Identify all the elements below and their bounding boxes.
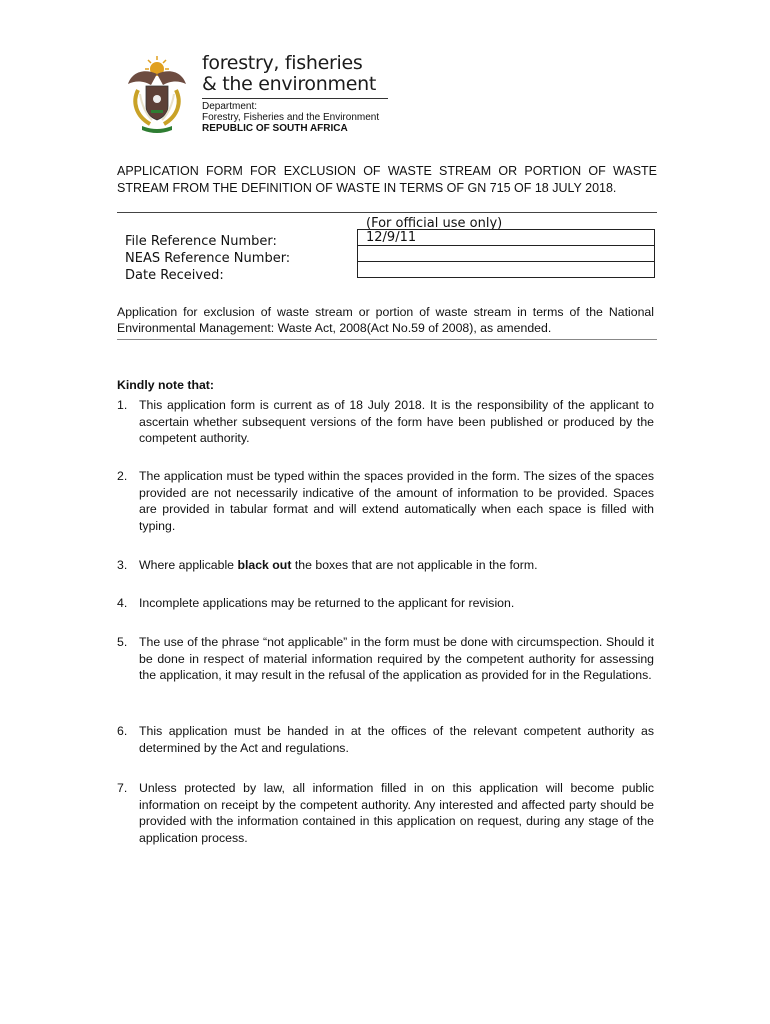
note-text-bold: black out <box>237 558 292 572</box>
date-received-label: Date Received: <box>125 268 224 283</box>
note-item <box>117 557 654 574</box>
brand-line-1: forestry, fisheries <box>202 52 363 74</box>
note-text: This application form is current as of 18 July 2018. It is the responsibility of the applicant to ascertain whether subsequent versions of the form have been published or produced by the competent authority. <box>139 398 654 445</box>
note-item <box>117 634 654 684</box>
intro-divider <box>117 339 657 340</box>
note-number: 2. <box>117 469 128 483</box>
note-number: 1. <box>117 398 128 412</box>
note-number: 6. <box>117 724 128 738</box>
form-title: APPLICATION FORM FOR EXCLUSION OF WASTE STREAM OR PORTION OF WASTE STREAM FROM THE DEFINITION OF WASTE IN TERMS OF GN 715 OF 18 JULY 2018. <box>117 164 657 195</box>
note-text: The use of the phrase “not applicable” in the form must be done with circumspection. Should it be done in respect of material information required by the competent authority for assessing the application, it may result in the refusal of the application as provided for in the Regulations. <box>139 635 654 682</box>
dept-line-3: REPUBLIC OF SOUTH AFRICA <box>202 123 348 134</box>
note-text-pre: Where applicable <box>139 558 238 572</box>
brand-divider <box>202 98 388 99</box>
note-number: 7. <box>117 781 128 795</box>
note-number: 5. <box>117 635 128 649</box>
brand-line-2: & the environment <box>202 73 376 95</box>
department-name <box>202 101 379 134</box>
note-number: 4. <box>117 596 128 610</box>
neas-reference-field[interactable] <box>358 246 655 262</box>
notes-heading: Kindly note that: <box>117 378 215 392</box>
note-item <box>117 723 654 756</box>
note-text <box>139 557 654 574</box>
dept-line-1: Department: <box>202 101 258 112</box>
department-brand <box>202 53 376 95</box>
dept-line-2: Forestry, Fisheries and the Environment <box>202 112 380 123</box>
reference-table <box>357 229 655 278</box>
note-text-post: the boxes that are not applicable in the form. <box>291 558 538 572</box>
note-text: This application must be handed in at the offices of the relevant competent authority as determined by the Act and regulations. <box>139 724 654 755</box>
note-item <box>117 397 654 447</box>
note-item <box>117 595 654 612</box>
note-number: 3. <box>117 558 128 572</box>
file-reference-field[interactable]: 12/9/11 <box>358 230 655 246</box>
title-divider <box>117 212 657 213</box>
intro-paragraph: Application for exclusion of waste stream or portion of waste stream in terms of the National Environmental Management: Waste Act, 2008(Act No.59 of 2008), as amended. <box>117 305 654 335</box>
note-item <box>117 468 654 534</box>
note-text: Unless protected by law, all information filled in on this application will become public information on receipt by the competent authority. Any interested and affected party should be provided with the information contained in this application on request, during any stage of the application process. <box>139 781 654 845</box>
note-text: The application must be typed within the spaces provided in the form. The sizes of the spaces provided are not necessarily indicative of the amount of information to be provided. Spaces are provided in tabular format and will extend automatically when each space is filled with typing. <box>139 469 654 533</box>
note-text: Incomplete applications may be returned to the applicant for revision. <box>139 596 515 610</box>
coat-of-arms-icon <box>124 54 190 136</box>
date-received-field[interactable] <box>358 262 655 278</box>
official-use-label: (For official use only) <box>366 216 503 231</box>
note-item <box>117 780 654 846</box>
neas-reference-label: NEAS Reference Number: <box>125 251 291 266</box>
file-reference-label: File Reference Number: <box>125 234 277 249</box>
reference-labels <box>125 233 290 284</box>
